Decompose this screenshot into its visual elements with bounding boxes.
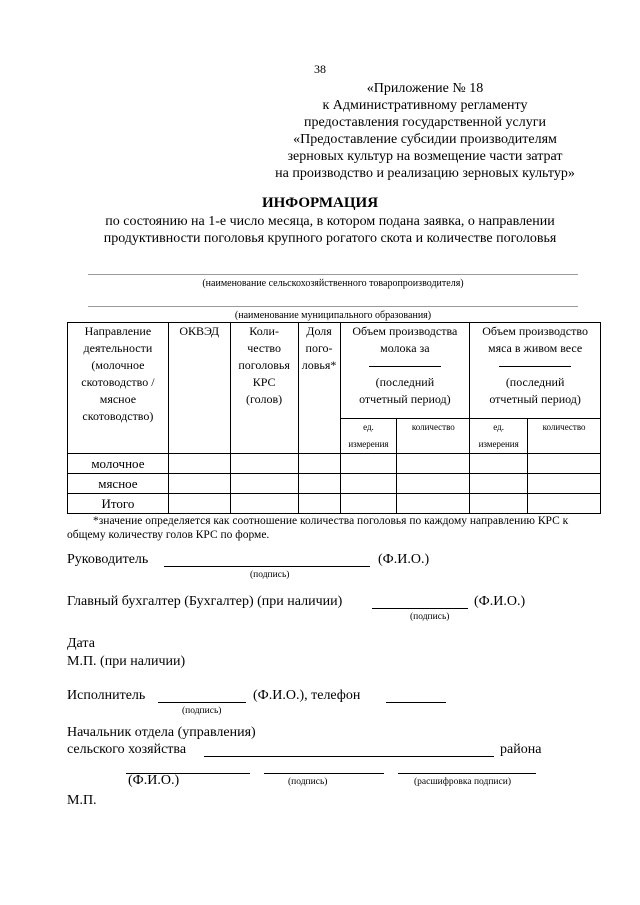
appendix-line: на производство и реализацию зерновых культур»: [275, 166, 575, 181]
footnote: *значение определяется как соотношение количества поголовья по каждому направлению КРС к общему количеству голов КРС по форме.: [67, 515, 569, 541]
row-label: мясное: [68, 474, 169, 494]
municipality-blank-line: [88, 306, 578, 307]
table-cell[interactable]: [340, 494, 397, 514]
stamp-label: М.П.: [67, 793, 97, 808]
table-row: [68, 474, 601, 494]
table-cell[interactable]: [397, 474, 470, 494]
municipality-caption: (наименование муниципального образования): [234, 310, 432, 321]
executor-label: Исполнитель: [67, 688, 146, 703]
producer-caption: (наименование сельскохозяйственного товаропроизводителя): [202, 278, 464, 289]
appendix-line: к Административному регламенту: [322, 98, 528, 113]
table-cell[interactable]: [230, 494, 298, 514]
decoding-blank-line: [398, 773, 536, 774]
appendix-line: зерновых культур на возмещение части затрат: [287, 149, 563, 164]
table-cell[interactable]: [397, 454, 470, 474]
meat-period-blank: [499, 366, 571, 367]
table-cell[interactable]: [340, 474, 397, 494]
table-cell[interactable]: [528, 494, 601, 514]
info-table: [67, 322, 601, 514]
header-direction: Направление деятельности (молочное скотоводство / мясное скотоводство): [68, 323, 169, 454]
page-number: 38: [314, 62, 326, 76]
district-label: района: [500, 742, 542, 757]
dept-head-line1: Начальник отдела (управления): [67, 725, 256, 740]
table-cell[interactable]: [168, 494, 230, 514]
table-cell[interactable]: [230, 474, 298, 494]
header-headcount: Коли- чество поголовья КРС (голов): [230, 323, 298, 454]
head-label: Руководитель: [67, 552, 149, 567]
document-title: ИНФОРМАЦИЯ: [261, 195, 379, 211]
date-label: Дата: [67, 636, 95, 651]
table-cell[interactable]: [470, 494, 528, 514]
head-signature-field[interactable]: [164, 554, 370, 567]
executor-signature-field[interactable]: [158, 690, 246, 703]
header-milk: Объем производства молока за (последний отчетный период): [340, 323, 470, 419]
bottom-decoding-caption: (расшифровка подписи): [414, 777, 511, 787]
stamp-optional: М.П. (при наличии): [67, 654, 186, 669]
table-cell[interactable]: [168, 454, 230, 474]
district-field[interactable]: [204, 744, 494, 757]
executor-fio-phone: (Ф.И.О.), телефон: [253, 688, 361, 703]
milk-period-blank: [369, 366, 441, 367]
accountant-signature-field[interactable]: [372, 596, 468, 609]
table-row: [68, 454, 601, 474]
table-cell[interactable]: [230, 454, 298, 474]
table-cell[interactable]: [470, 454, 528, 474]
bottom-fio: (Ф.И.О.): [128, 773, 180, 788]
subtitle-line: продуктивности поголовья крупного рогатого скота и количестве поголовья: [103, 231, 557, 246]
appendix-line: «Предоставление субсидии производителям: [293, 132, 557, 147]
table-cell[interactable]: [298, 494, 340, 514]
document-subtitle: [70, 213, 590, 247]
subtitle-line: по состоянию на 1-е число месяца, в котором подана заявка, о направлении: [105, 214, 555, 229]
row-label: Итого: [68, 494, 169, 514]
row-label: молочное: [68, 454, 169, 474]
table-cell[interactable]: [528, 454, 601, 474]
appendix-header: [260, 80, 590, 182]
header-milk-unit: ед. измерения: [340, 419, 397, 454]
table-cell[interactable]: [397, 494, 470, 514]
head-fio: (Ф.И.О.): [378, 552, 430, 567]
table-cell[interactable]: [298, 454, 340, 474]
bottom-signature-caption: (подпись): [288, 777, 328, 787]
table-cell[interactable]: [340, 454, 397, 474]
header-share: Доля пого- ловья*: [298, 323, 340, 454]
header-milk-qty: количество: [397, 419, 470, 454]
header-meat-qty: количество: [528, 419, 601, 454]
executor-signature-caption: (подпись): [182, 706, 222, 716]
table-cell[interactable]: [298, 474, 340, 494]
header-okved: ОКВЭД: [168, 323, 230, 454]
table-cell[interactable]: [168, 474, 230, 494]
table-cell[interactable]: [528, 474, 601, 494]
header-meat-unit: ед. измерения: [470, 419, 528, 454]
table-row: [68, 494, 601, 514]
appendix-line: «Приложение № 18: [366, 81, 484, 96]
accountant-fio: (Ф.И.О.): [474, 594, 526, 609]
signature-blank-line: [264, 773, 384, 774]
accountant-signature-caption: (подпись): [410, 612, 450, 622]
producer-blank-line: [88, 274, 578, 275]
accountant-label: Главный бухгалтер (Бухгалтер) (при наличии): [67, 594, 343, 609]
header-meat: Объем производство мяса в живом весе (последний отчетный период): [470, 323, 601, 419]
table-cell[interactable]: [470, 474, 528, 494]
dept-head-line2: сельского хозяйства: [67, 742, 187, 757]
executor-phone-field[interactable]: [386, 690, 446, 703]
head-signature-caption: (подпись): [250, 570, 290, 580]
appendix-line: предоставления государственной услуги: [304, 115, 546, 130]
